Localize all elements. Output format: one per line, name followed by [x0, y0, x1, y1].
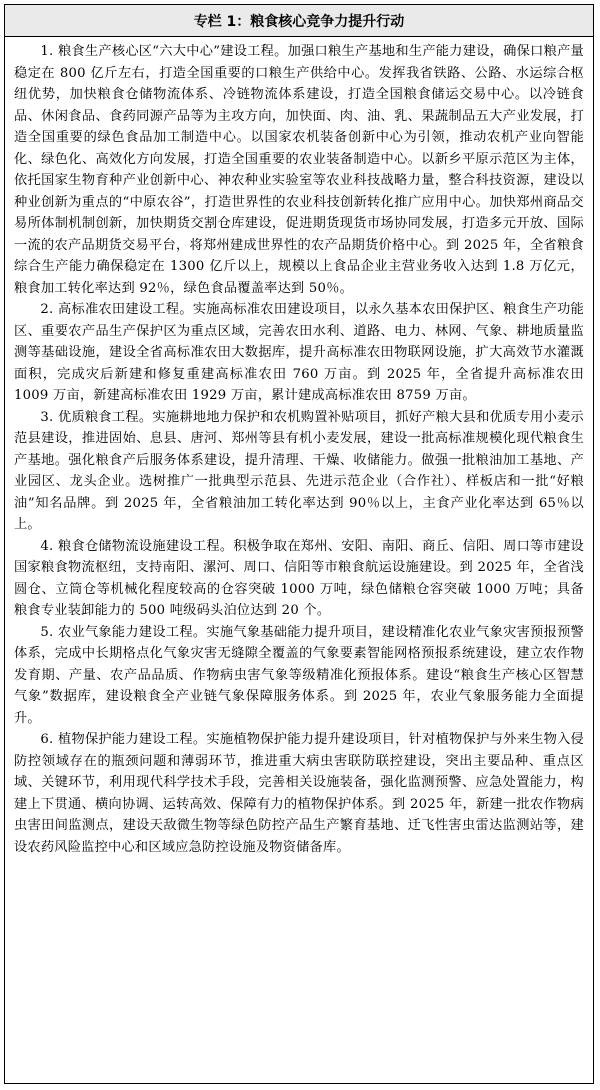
column-box — [4, 4, 594, 1084]
paragraph-grain-storage-logistics: 4. 粮食仓储物流设施建设工程。积极争取在郑州、安阳、南阳、商丘、信阳、周口等市建设国家粮食物流枢纽，支持南阳、漯河、周口、信阳等市粮食航运设施建设。到 2025 年，全省浅圆仓、立筒仓等机械化程度较高的仓容突破 1000 万吨，绿色储粮仓容突破 1000 万吨；具备粮食专业装卸能力的 500 吨级码头泊位达到 20 个。 — [14, 538, 584, 618]
column-content — [5, 37, 593, 858]
paragraph-quality-grain: 3. 优质粮食工程。实施耕地地力保护和农机购置补贴项目，抓好产粮大县和优质专用小麦示范县建设，推进固始、息县、唐河、郑州等县有机小麦发展，建设一批高标准规模化现代粮食生产基地。强化粮食产后服务体系建设，提升清理、干燥、收储能力。做强一批粮油加工基地、产业园区、龙头企业。选树推广一批典型示范县、先进示范企业（合作社）、样板店和一批“好粮油”知名品牌。到 2025 年，全省粮油加工转化率达到 90％以上，主食产业化率达到 65％以上。 — [14, 409, 584, 532]
paragraph-high-standard-farmland: 2. 高标准农田建设工程。实施高标准农田建设项目，以永久基本农田保护区、粮食生产功能区、重要农产品生产保护区为重点区域，完善农田水利、道路、电力、林网、气象、耕地质量监测等基础设施，建设全省高标准农田大数据库，提升高标准农田物联网设施，扩大高效节水灌溉面积，完成灾后新建和修复重建高标准农田 760 万亩。到 2025 年，全省提升高标准农田 1009 万亩，新建高标准农田 1929 万亩，累计建成高标准农田 8759 万亩。 — [14, 302, 584, 403]
column-title: 专栏 1：粮食核心竞争力提升行动 — [5, 5, 593, 37]
paragraph-agri-meteorology: 5. 农业气象能力建设工程。实施气象基础能力提升项目，建设精准化农业气象灾害预报预警体系，完成中长期格点化气象灾害无缝隙全覆盖的气象要素智能网格预报系统建设，建立农作物发育期、产量、农产品品质、作物病虫害气象等级精准化预报体系。建设“粮食生产核心区智慧气象”数据库，建设粮食全产业链气象保障服务体系。到 2025 年，农业气象服务能力全面提升。 — [14, 624, 584, 726]
paragraph-plant-protection: 6. 植物保护能力建设工程。实施植物保护能力提升建设项目，针对植物保护与外来生物入侵防控领域存在的瓶颈问题和薄弱环节，推进重大病虫害联防联控建设，突出主要品种、重点区域、关键环节，利用现代科学技术手段，完善相关设施装备，强化监测预警、应急处置能力，构建上下贯通、横向协调、运转高效、保障有力的植物保护体系。到 2025 年，新建一批农作物病虫害田间监测点，建设天敌微生物等绿色防控产品生产繁育基地、迁飞性害虫雷达监测站等，建设农药风险监控中心和区域应急防控设施及物资储备库。 — [14, 732, 584, 855]
paragraph-grain-core-zone: 1. 粮食生产核心区“六大中心”建设工程。加强口粮生产基地和生产能力建设，确保口粮产量稳定在 800 亿斤左右，打造全国重要的口粮生产供给中心。发挥我省铁路、公路、水运综合枢纽优势，加快粮食仓储物流体系、冷链物流体系建设，打造全国粮食储运交易中心。以冷链食品、休闲食品、食药同源产品等为主攻方向，加快面、肉、油、乳、果蔬制品五大产业发展，打造全国重要的绿色食品加工制造中心。以国家农机装备创新中心为引领，推动农机产业向智能化、绿色化、高效化方向发展，打造全国重要的农业装备制造中心。以新乡平原示范区为主体，依托国家生物育种产业创新中心、神农种业实验室等农业科技战略力量，整合科技资源，建设以种业创新为重点的“中原农谷”，打造世界性的农业科技创新转化推广应用中心。加快郑州商品交易所体制机制创新，加快期货交割仓库建设，促进期货现货市场协同发展，打造多元开放、国际一流的农产品期货交易平台，将郑州建成世界性的农产品期货价格中心。到 2025 年，全省粮食综合生产能力确保稳定在 1300 亿斤以上，规模以上食品企业主营业务收入达到 1.8 万亿元，粮食加工转化率达到 92％，绿色食品覆盖率达到 50％。 — [14, 44, 584, 296]
